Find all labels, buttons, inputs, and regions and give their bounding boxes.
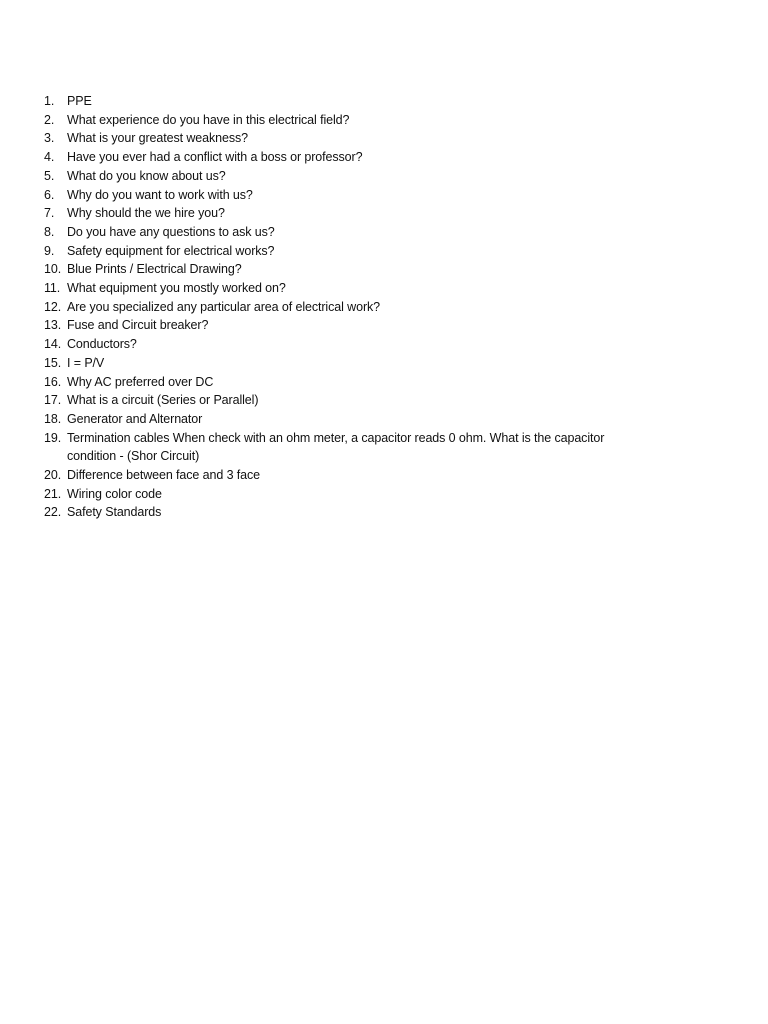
item-text: Termination cables When check with an ohm meter, a capacitor reads 0 ohm. What is the capacitor condition - (Shor Circuit): [67, 430, 605, 464]
list-item: [44, 242, 644, 261]
list-item: [44, 167, 644, 186]
item-number: 19.: [44, 430, 62, 445]
item-number: 18.: [44, 411, 62, 426]
list-item: [44, 335, 644, 354]
item-number: 2.: [44, 112, 55, 127]
list-item: [44, 148, 644, 167]
item-text: What equipment you mostly worked on?: [67, 281, 286, 296]
question-list: [44, 92, 644, 522]
item-text: What do you know about us?: [67, 168, 226, 183]
item-text: What is your greatest weakness?: [67, 131, 249, 146]
item-number: 14.: [44, 337, 62, 352]
item-text: Difference between face and 3 face: [67, 468, 261, 483]
item-number: 6.: [44, 187, 55, 202]
item-number: 13.: [44, 318, 62, 333]
item-number: 20.: [44, 468, 62, 483]
item-text: Generator and Alternator: [67, 411, 203, 426]
list-item: [44, 485, 644, 504]
list-item: [44, 466, 644, 485]
list-item: [44, 391, 644, 410]
list-item: [44, 129, 644, 148]
list-item: [44, 223, 644, 242]
list-item: [44, 410, 644, 429]
list-item: [44, 204, 644, 223]
item-text: Fuse and Circuit breaker?: [67, 318, 209, 333]
list-item: [44, 111, 644, 130]
item-text: Do you have any questions to ask us?: [67, 224, 275, 239]
item-number: 8.: [44, 224, 55, 239]
item-text: What experience do you have in this electrical field?: [67, 112, 350, 127]
list-item: [44, 92, 644, 111]
list-item: [44, 316, 644, 335]
list-item: [44, 260, 644, 279]
item-text: PPE: [67, 94, 92, 108]
item-number: 1.: [44, 94, 55, 108]
item-text: What is a circuit (Series or Parallel): [67, 393, 259, 408]
item-text: Why should the we hire you?: [67, 206, 225, 221]
item-text: Safety Standards: [67, 505, 162, 520]
item-number: 10.: [44, 262, 62, 277]
list-item: [44, 298, 644, 317]
item-text: Are you specialized any particular area of electrical work?: [67, 299, 381, 314]
item-number: 15.: [44, 355, 62, 370]
item-number: 5.: [44, 168, 55, 183]
list-item: [44, 354, 644, 373]
item-number: 17.: [44, 393, 62, 408]
item-number: 4.: [44, 150, 55, 165]
item-number: 12.: [44, 299, 62, 314]
item-text: Have you ever had a conflict with a boss or professor?: [67, 150, 363, 165]
item-text: Conductors?: [67, 337, 137, 352]
item-text: Why do you want to work with us?: [67, 187, 253, 202]
item-number: 21.: [44, 486, 62, 501]
item-text: Safety equipment for electrical works?: [67, 243, 275, 258]
list-item: [44, 503, 644, 522]
item-text: I = P/V: [67, 355, 105, 370]
list-item: [44, 429, 644, 466]
item-number: 7.: [44, 206, 55, 221]
item-number: 11.: [44, 281, 61, 296]
list-item: [44, 279, 644, 298]
item-number: 16.: [44, 374, 62, 389]
item-number: 9.: [44, 243, 55, 258]
item-text: Why AC preferred over DC: [67, 374, 214, 389]
list-item: [44, 186, 644, 205]
item-number: 3.: [44, 131, 55, 146]
item-text: Wiring color code: [67, 486, 162, 501]
item-number: 22.: [44, 505, 62, 520]
list-item: [44, 373, 644, 392]
item-text: Blue Prints / Electrical Drawing?: [67, 262, 242, 277]
